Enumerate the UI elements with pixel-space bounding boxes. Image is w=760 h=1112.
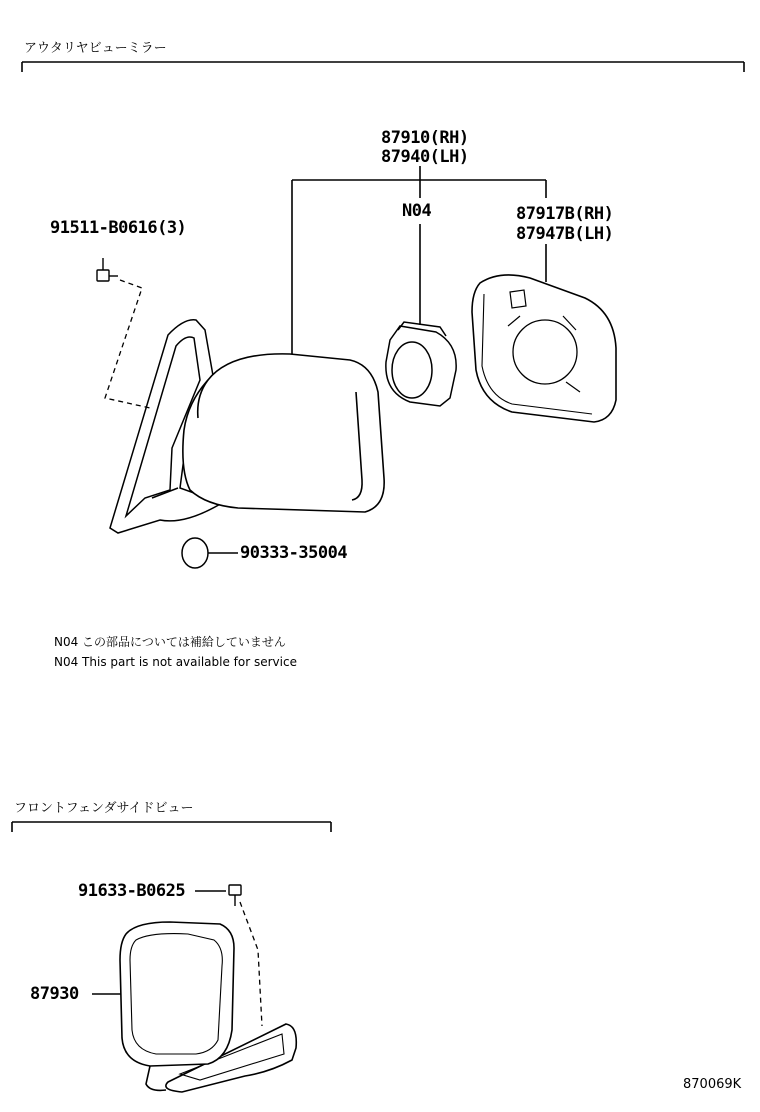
part-label-plug[interactable]: 90333-35004 (240, 543, 348, 563)
part-label-mirror-glass-rh[interactable]: 87917B(RH) (516, 204, 614, 224)
screw-install-path (105, 280, 150, 408)
bolt-icon (229, 885, 241, 906)
plug-icon (182, 538, 208, 568)
note-en: N04 This part is not available for service (54, 655, 297, 669)
part-label-mirror-assy-rh[interactable]: 87910(RH) (381, 128, 469, 148)
mirror-actuator (386, 322, 456, 406)
mirror-housing (183, 354, 384, 512)
section-bracket-outer-mirror (22, 62, 744, 72)
part-label-mirror-assy-lh[interactable]: 87940(LH) (381, 147, 469, 167)
part-label-fender-bolt[interactable]: 91633-B0625 (78, 881, 186, 901)
part-label-fender-mirror[interactable]: 87930 (30, 984, 79, 1004)
part-label-screw[interactable]: 91511-B0616(3) (50, 218, 187, 238)
section-bracket-fender-mirror (12, 822, 331, 832)
mirror-glass (472, 275, 616, 422)
note-jp: N04 この部品については補給していません (54, 635, 286, 649)
document-code: 870069K (683, 1077, 742, 1092)
part-label-note-ref[interactable]: N04 (402, 201, 432, 221)
fender-mirror-body (120, 922, 296, 1092)
screw-icon (97, 258, 118, 281)
bolt-install-path (240, 902, 262, 1026)
section-title-outer-mirror: アウタリヤビューミラー (24, 41, 167, 56)
section-title-fender-mirror: フロントフェンダサイドビュー (14, 801, 194, 816)
part-label-mirror-glass-lh[interactable]: 87947B(LH) (516, 224, 614, 244)
